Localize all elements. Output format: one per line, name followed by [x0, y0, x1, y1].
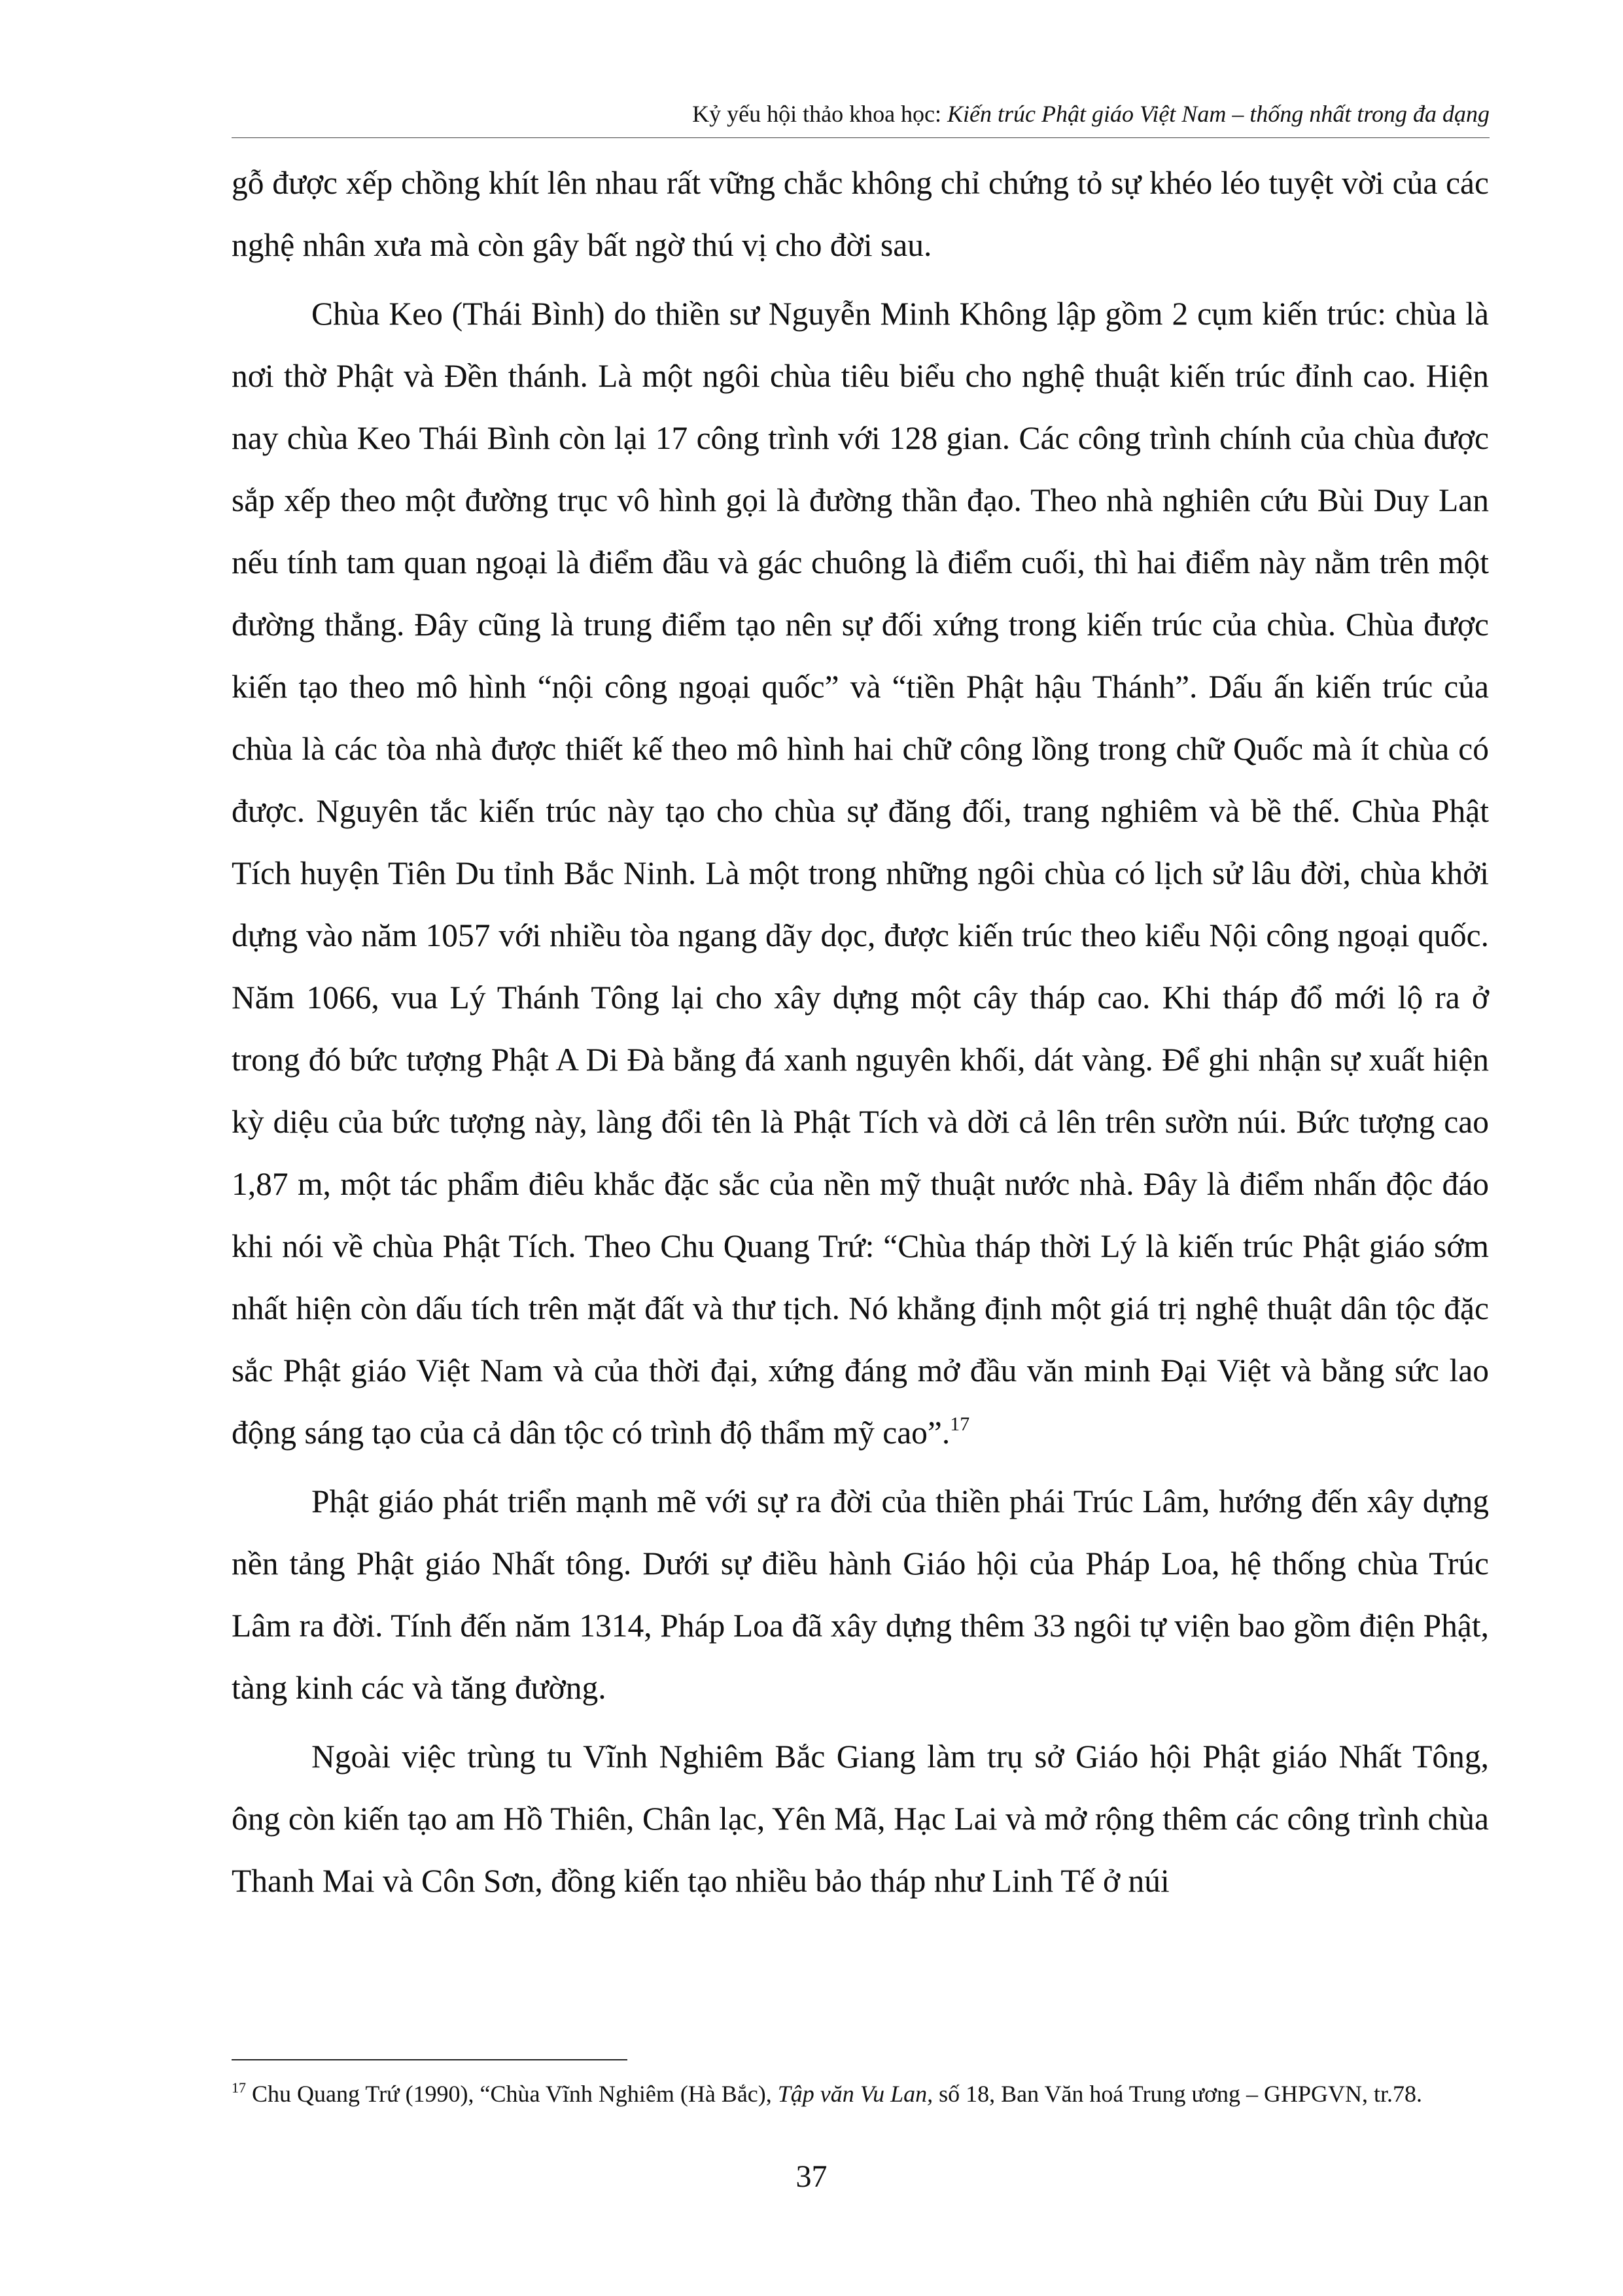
body-text — [232, 152, 1489, 1912]
footnote-reference[interactable]: 17 — [950, 1413, 970, 1435]
footnote-text-before: Chu Quang Trứ (1990), “Chùa Vĩnh Nghiêm (Hà Bắc), — [246, 2081, 778, 2107]
header-rule — [232, 137, 1490, 138]
paragraph-text: Chùa Keo (Thái Bình) do thiền sư Nguyễn Minh Không lập gồm 2 cụm kiến trúc: chùa là nơi thờ Phật và Đền thánh. Là một ngôi chùa tiêu biểu cho nghệ thuật kiến trúc đỉnh cao. Hiện nay chùa Keo Thái Bình còn lại 17 công trình với 128 gian. Các công trình chính của chùa được sắp xếp theo một đường trục vô hình gọi là đường thần đạo. Theo nhà nghiên cứu Bùi Duy Lan nếu tính tam quan ngoại là điểm đầu và gác chuông là điểm cuối, thì hai điểm này nằm trên một đường thẳng. Đây cũng là trung điểm tạo nên sự đối xứng trong kiến trúc của chùa. Chùa được kiến tạo theo mô hình “nội công ngoại quốc” và “tiền Phật hậu Thánh”. Dấu ấn kiến trúc của chùa là các tòa nhà được thiết kế theo mô hình hai chữ công lồng trong chữ Quốc mà ít chùa có được. Nguyên tắc kiến trúc này tạo cho chùa sự đăng đối, trang nghiêm và bề thế. Chùa Phật Tích huyện Tiên Du tỉnh Bắc Ninh. Là một trong những ngôi chùa có lịch sử lâu đời, chùa khởi dựng vào năm 1057 với nhiều tòa ngang dãy dọc, được kiến trúc theo kiểu Nội công ngoại quốc. Năm 1066, vua Lý Thánh Tông lại cho xây dựng một cây tháp cao. Khi tháp đổ mới lộ ra ở trong đó bức tượng Phật A Di Đà bằng đá xanh nguyên khối, dát vàng. Để ghi nhận sự xuất hiện kỳ diệu của bức tượng này, làng đổi tên là Phật Tích và dời cả lên trên sườn núi. Bức tượng cao 1,87 m, một tác phẩm điêu khắc đặc sắc của nền mỹ thuật nước nhà. Đây là điểm nhấn độc đáo khi nói về chùa Phật Tích. Theo Chu Quang Trứ: “Chùa tháp thời Lý là kiến trúc Phật giáo sớm nhất hiện còn dấu tích trên mặt đất và thư tịch. Nó khẳng định một giá trị nghệ thuật dân tộc đặc sắc Phật giáo Việt Nam và của thời đại, xứng đáng mở đầu văn minh Đại Việt và bằng sức lao động sáng tạo của cả dân tộc có trình độ thẩm mỹ cao”. — [232, 296, 1489, 1451]
paragraph-vinh-nghiem — [232, 1725, 1489, 1912]
header-prefix: Kỷ yếu hội thảo khoa học: — [692, 101, 948, 127]
footnote — [232, 2075, 1489, 2112]
footnote-separator — [232, 2059, 627, 2060]
paragraph-chua-keo — [232, 283, 1489, 1464]
footnote-italic-title: Tập văn Vu Lan, — [777, 2081, 934, 2107]
footnote-number: 17 — [232, 2079, 246, 2096]
paragraph-text: Phật giáo phát triển mạnh mẽ với sự ra đời của thiền phái Trúc Lâm, hướng đến xây dựng nền tảng Phật giáo Nhất tông. Dưới sự điều hành Giáo hội của Pháp Loa, hệ thống chùa Trúc Lâm ra đời. Tính đến năm 1314, Pháp Loa đã xây dựng thêm 33 ngôi tự viện bao gồm điện Phật, tàng kinh các và tăng đường. — [232, 1483, 1489, 1706]
paragraph-continuation — [232, 152, 1489, 276]
paragraph-text: Ngoài việc trùng tu Vĩnh Nghiêm Bắc Giang làm trụ sở Giáo hội Phật giáo Nhất Tông, ông còn kiến tạo am Hồ Thiên, Chân lạc, Yên Mã, Hạc Lai và mở rộng thêm các công trình chùa Thanh Mai và Côn Sơn, đồng kiến tạo nhiều bảo tháp như Linh Tế ở núi — [232, 1739, 1489, 1899]
header-title: Kiến trúc Phật giáo Việt Nam – thống nhất trong đa dạng — [947, 101, 1490, 127]
page-number: 37 — [795, 2159, 828, 2194]
running-header — [232, 96, 1490, 132]
paragraph-text: gỗ được xếp chồng khít lên nhau rất vững chắc không chỉ chứng tỏ sự khéo léo tuyệt vời của các nghệ nhân xưa mà còn gây bất ngờ thú vị cho đời sau. — [232, 165, 1489, 263]
footnote-text-after: số 18, Ban Văn hoá Trung ương – GHPGVN, tr.78. — [933, 2081, 1423, 2107]
paragraph-truc-lam — [232, 1470, 1489, 1719]
